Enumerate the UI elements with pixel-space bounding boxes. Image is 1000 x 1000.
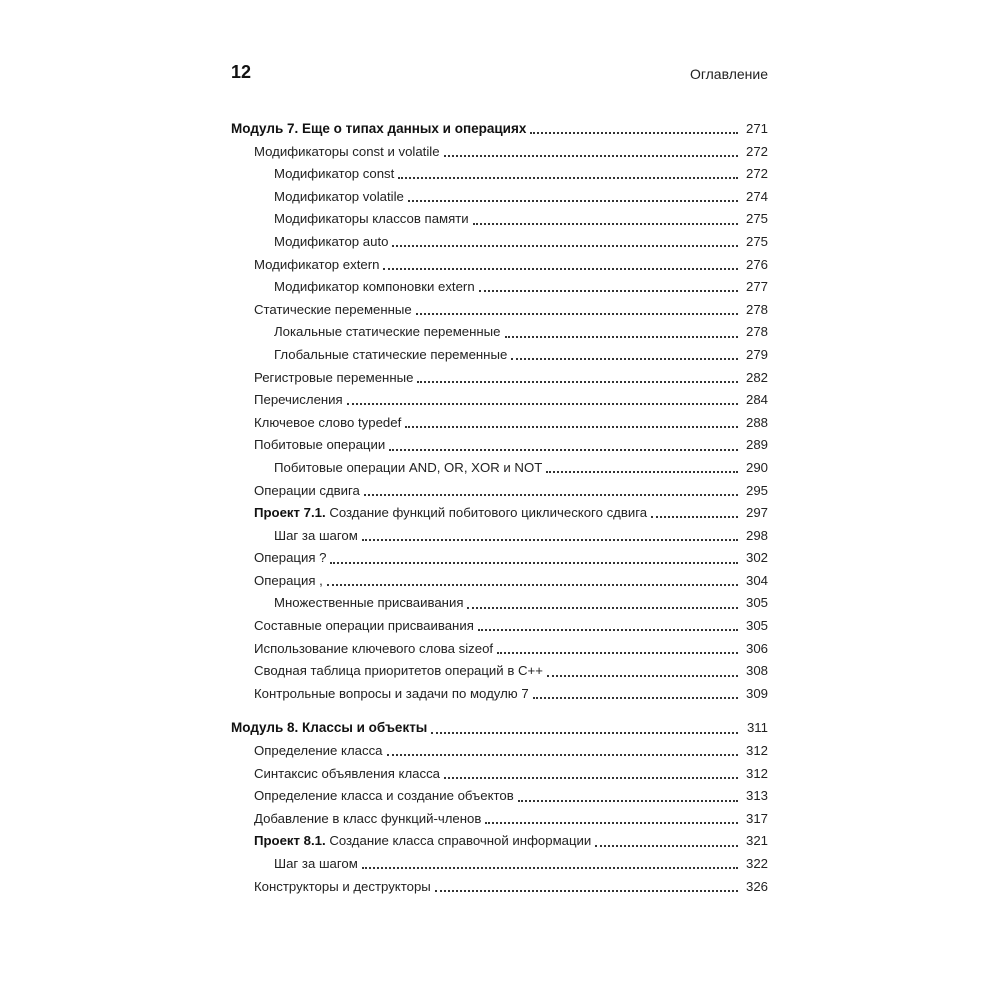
toc-page-number: 308	[745, 663, 768, 679]
toc-entry-text: Использование ключевого слова sizeof	[254, 640, 494, 656]
toc-subentry[interactable]	[231, 592, 768, 615]
running-head: Оглавление	[689, 66, 768, 82]
toc-entry-title	[254, 638, 493, 661]
toc-entry-title	[274, 231, 388, 254]
toc-page-number: 271	[745, 121, 768, 136]
toc-module-title: Модуль 7. Еще о типах данных и операциях	[231, 121, 527, 136]
toc-leader-dots	[389, 449, 738, 451]
toc-entry-title	[254, 570, 323, 593]
toc-entry-text: Регистровые переменные	[254, 369, 414, 385]
toc-entry-text: Сводная таблица приоритетов операций в C++	[254, 663, 543, 679]
toc-entry-text: Определение класса	[254, 743, 383, 759]
toc-entry-text: Побитовые операции	[254, 437, 386, 453]
toc-leader-dots	[547, 675, 738, 677]
toc-entry-title	[274, 321, 501, 344]
toc-page-number: 272	[745, 166, 768, 182]
toc-page-number: 311	[746, 720, 768, 736]
toc-entry-text: Модификатор компоновки extern	[274, 279, 475, 295]
toc-subentry[interactable]	[231, 457, 768, 480]
toc-page-number: 317	[745, 810, 768, 826]
toc-leader-dots	[467, 607, 738, 609]
toc-entry-title	[254, 299, 412, 322]
toc-page-number: 298	[745, 527, 768, 543]
toc-entry[interactable]	[231, 389, 768, 412]
toc-leader-dots	[392, 245, 738, 247]
toc-leader-dots	[530, 132, 738, 134]
toc-entry-text: Множественные присваивания	[274, 595, 464, 611]
section-gap	[231, 705, 768, 717]
toc-entry-title	[254, 389, 343, 412]
toc-page-number: 321	[745, 833, 768, 849]
toc-leader-dots	[347, 403, 738, 405]
toc-entry[interactable]	[231, 830, 768, 853]
toc-page-number: 309	[745, 685, 768, 701]
toc-page-number: 284	[745, 392, 768, 408]
toc-page-number: 312	[745, 743, 768, 759]
toc-leader-dots	[416, 313, 738, 315]
toc-entry-title	[274, 592, 463, 615]
toc-project-label: Проект 7.1.	[254, 505, 326, 521]
toc-entry-title	[274, 853, 358, 876]
toc-entry-text: Модификатор auto	[274, 233, 389, 249]
toc-page-number: 278	[745, 324, 768, 340]
toc-entry-title	[254, 763, 440, 786]
toc-entry-title	[274, 186, 404, 209]
toc-leader-dots	[651, 516, 738, 518]
toc-leader-dots	[383, 268, 738, 270]
toc-page-number: 276	[745, 256, 768, 272]
toc-entry-title	[274, 208, 469, 231]
toc-entry-text: Модификаторы const и volatile	[254, 143, 440, 159]
toc-entry[interactable]	[231, 141, 768, 164]
toc-entry-text: Шаг за шагом	[274, 527, 358, 543]
toc-leader-dots	[485, 822, 738, 824]
toc-entry-text: Глобальные статические переменные	[274, 346, 508, 362]
toc-page-number: 304	[745, 572, 768, 588]
toc-entry-title	[254, 254, 379, 277]
toc-entry-title	[274, 344, 507, 367]
toc-entry-text: Контрольные вопросы и задачи по модулю 7	[254, 685, 529, 701]
toc-leader-dots	[478, 629, 738, 631]
toc-leader-dots	[387, 754, 738, 756]
toc-page-number: 313	[745, 788, 768, 804]
toc-module-title: Модуль 8. Классы и объекты	[231, 720, 428, 736]
toc-page-number: 305	[745, 618, 768, 634]
toc-entry[interactable]	[231, 683, 768, 706]
toc-entry-text: Определение класса и создание объектов	[254, 788, 514, 804]
toc-page-number: 312	[745, 765, 768, 781]
toc-leader-dots	[444, 777, 738, 779]
toc-leader-dots	[362, 539, 738, 541]
toc-page-number: 290	[745, 459, 768, 475]
toc-page-number: 272	[745, 143, 768, 159]
toc-entry-text: Модификатор volatile	[274, 188, 404, 204]
toc-entry[interactable]	[231, 254, 768, 277]
toc-leader-dots	[362, 867, 738, 869]
toc-entry-title	[254, 660, 543, 683]
toc-entry[interactable]	[231, 615, 768, 638]
toc-leader-dots	[473, 223, 738, 225]
toc-leader-dots	[330, 562, 738, 564]
toc-leader-dots	[518, 800, 738, 802]
toc-entry-title	[254, 683, 529, 706]
toc-entry[interactable]	[231, 808, 768, 831]
toc-leader-dots	[505, 336, 739, 338]
toc-leader-dots	[497, 652, 738, 654]
toc-leader-dots	[595, 845, 738, 847]
toc-page-number: 326	[745, 878, 768, 894]
toc-subentry[interactable]	[231, 525, 768, 548]
toc-leader-dots	[533, 697, 738, 699]
toc-page-number: 279	[745, 346, 768, 362]
toc-entry-title	[254, 615, 474, 638]
toc-leader-dots	[511, 358, 738, 360]
toc-leader-dots	[417, 381, 738, 383]
toc-subentry[interactable]	[231, 163, 768, 186]
toc-entry-text: Модификаторы классов памяти	[274, 211, 469, 227]
toc-entry[interactable]	[231, 785, 768, 808]
toc-page-number: 278	[745, 301, 768, 317]
toc-entry-title	[254, 547, 326, 570]
toc-entry-title	[254, 808, 481, 831]
toc-module-heading[interactable]	[231, 118, 768, 141]
toc-entry-text: Побитовые операции AND, OR, XOR и NOT	[274, 459, 543, 475]
toc-entry-text: Модификатор const	[274, 166, 395, 182]
toc-subentry[interactable]	[231, 231, 768, 254]
toc-page-number: 306	[745, 640, 768, 656]
toc-page-number: 274	[745, 188, 768, 204]
toc-page-number: 295	[745, 482, 768, 498]
toc-entry-text: Ключевое слово typedef	[254, 414, 402, 430]
toc-entry-text: Добавление в класс функций-членов	[254, 810, 482, 826]
toc-entry-title	[274, 457, 542, 480]
toc-entry[interactable]	[231, 434, 768, 457]
toc-entry-text: Локальные статические переменные	[274, 324, 501, 340]
toc-entry[interactable]	[231, 638, 768, 661]
toc-entry-title	[254, 740, 383, 763]
toc-entry-text: Перечисления	[254, 392, 343, 408]
toc-page-number: 297	[745, 505, 768, 521]
toc-leader-dots	[408, 200, 738, 202]
toc-page-number: 277	[745, 279, 768, 295]
toc-entry-text: Создание класса справочной информации	[329, 833, 592, 849]
toc-entry-title	[254, 785, 514, 808]
toc-entry-text: Синтаксис объявления класса	[254, 765, 441, 781]
toc-page-number: 275	[745, 211, 768, 227]
toc-page-number: 302	[745, 550, 768, 566]
toc-entry-text: Составные операции присваивания	[254, 618, 474, 634]
toc-leader-dots	[444, 155, 738, 157]
toc-entry[interactable]	[231, 412, 768, 435]
toc-subentry[interactable]	[231, 344, 768, 367]
toc-subentry[interactable]	[231, 186, 768, 209]
toc-entry-text: Операция ,	[254, 572, 323, 588]
toc-entry-text: Операция ?	[254, 550, 327, 566]
toc-page-number: 288	[745, 414, 768, 430]
toc-project-label: Проект 8.1.	[254, 833, 326, 849]
toc-entry[interactable]	[231, 660, 768, 683]
table-of-contents	[231, 118, 768, 898]
toc-entry-text: Шаг за шагом	[274, 856, 358, 871]
toc-leader-dots	[327, 584, 738, 586]
page-number: 12	[231, 62, 252, 82]
toc-entry-title	[254, 876, 431, 899]
toc-leader-dots	[398, 177, 738, 179]
toc-entry[interactable]	[231, 876, 768, 899]
toc-entry-title	[254, 412, 401, 435]
toc-leader-dots	[479, 290, 738, 292]
toc-leader-dots	[546, 471, 738, 473]
toc-entry-text: Статические переменные	[254, 301, 412, 317]
toc-module-heading[interactable]	[231, 717, 768, 740]
toc-entry[interactable]	[231, 299, 768, 322]
toc-page-number: 289	[745, 437, 768, 453]
toc-page-number: 322	[745, 856, 768, 871]
toc-subentry[interactable]	[231, 276, 768, 299]
page-header	[231, 62, 768, 86]
toc-page-number: 305	[745, 595, 768, 611]
toc-leader-dots	[405, 426, 738, 428]
toc-entry[interactable]	[231, 502, 768, 525]
toc-entry-text: Модификатор extern	[254, 256, 380, 272]
toc-subentry[interactable]	[231, 208, 768, 231]
toc-entry-title	[254, 480, 360, 503]
toc-entry-title	[254, 141, 440, 164]
toc-leader-dots	[364, 494, 738, 496]
toc-entry-text: Создание функций побитового циклического сдвига	[329, 505, 648, 521]
toc-entry-title	[254, 434, 385, 457]
toc-entry-text: Операции сдвига	[254, 482, 360, 498]
toc-entry-title	[254, 502, 647, 525]
toc-leader-dots	[431, 732, 738, 734]
toc-page-number: 282	[745, 369, 768, 385]
toc-entry-title	[254, 830, 591, 853]
toc-entry-title	[274, 525, 358, 548]
toc-entry[interactable]	[231, 763, 768, 786]
toc-entry[interactable]	[231, 740, 768, 763]
toc-entry[interactable]	[231, 480, 768, 503]
toc-entry-title	[254, 367, 413, 390]
toc-entry-title	[274, 163, 394, 186]
toc-subentry[interactable]	[231, 321, 768, 344]
toc-page-number: 275	[745, 233, 768, 249]
toc-leader-dots	[435, 890, 738, 892]
toc-subentry[interactable]	[231, 853, 768, 876]
toc-entry[interactable]	[231, 547, 768, 570]
toc-entry[interactable]	[231, 570, 768, 593]
toc-entry-title	[274, 276, 475, 299]
toc-entry[interactable]	[231, 367, 768, 390]
toc-entry-text: Конструкторы и деструкторы	[254, 878, 431, 894]
